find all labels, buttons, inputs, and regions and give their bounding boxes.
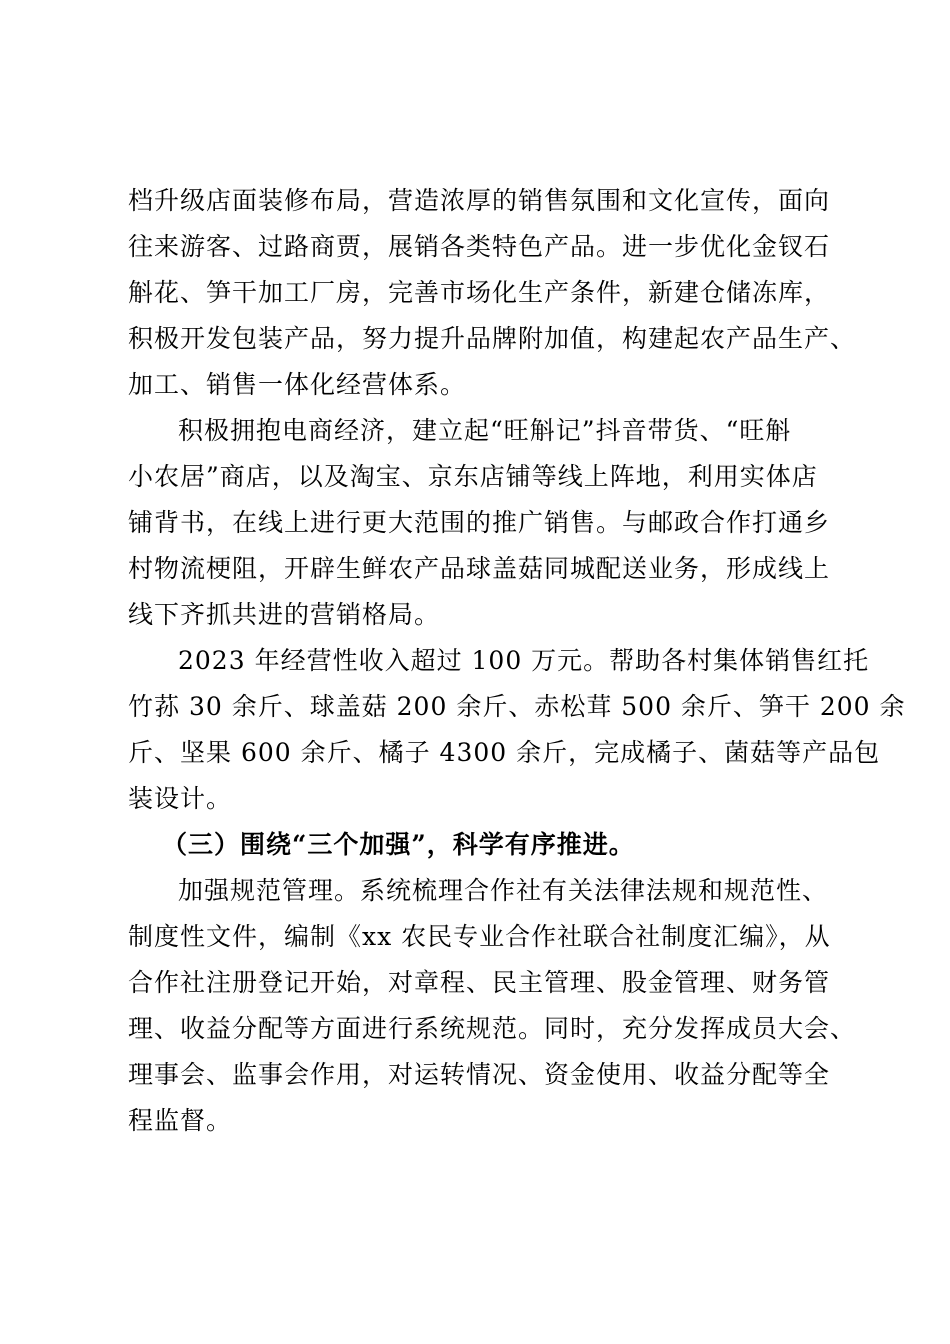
- text-line: 铺背书，在线上进行更大范围的推广销售。与邮政合作打通乡: [128, 508, 831, 537]
- text-line: 装设计。: [128, 784, 233, 813]
- text-line: 斤、坚果 600 余斤、橘子 4300 余斤，完成橘子、菌菇等产品包: [128, 738, 881, 767]
- paragraph-continuation: [128, 178, 857, 408]
- text-line: 加强规范管理。系统梳理合作社有关法律法规和规范性、: [178, 876, 829, 905]
- text-line: 线下齐抓共进的营销格局。: [128, 600, 441, 629]
- document-body: [128, 178, 906, 1144]
- text-line: 理、收益分配等方面进行系统规范。同时，充分发挥成员大会、: [128, 1014, 857, 1043]
- text-line: 档升级店面装修布局，营造浓厚的销售氛围和文化宣传，面向: [128, 186, 831, 215]
- paragraph-ecommerce: [128, 408, 832, 638]
- text-line: 2023 年经营性收入超过 100 万元。帮助各村集体销售红托: [178, 646, 870, 675]
- section-heading: [128, 822, 832, 868]
- text-line: 理事会、监事会作用，对运转情况、资金使用、收益分配等全: [128, 1060, 831, 1089]
- text-line: 竹荪 30 余斤、球盖菇 200 余斤、赤松茸 500 余斤、笋干 200 余: [128, 692, 906, 721]
- text-line: 小农居”商店，以及淘宝、京东店铺等线上阵地，利用实体店: [128, 462, 818, 491]
- text-line: 往来游客、过路商贾，展销各类特色产品。进一步优化金钗石: [128, 232, 831, 261]
- paragraph-management: [128, 868, 857, 1144]
- text-line: 积极拥抱电商经济，建立起“旺斛记”抖音带货、“旺斛: [178, 416, 792, 445]
- text-line: 程监督。: [128, 1106, 233, 1135]
- text-line: 制度性文件，编制《xx 农民专业合作社联合社制度汇编》，从: [128, 922, 831, 951]
- text-line: 加工、销售一体化经营体系。: [128, 370, 467, 399]
- text-line: 村物流梗阻，开辟生鲜农产品球盖菇同城配送业务，形成线上: [128, 554, 831, 583]
- text-line: 积极开发包装产品，努力提升品牌附加值，构建起农产品生产、: [128, 324, 857, 353]
- text-line: 合作社注册登记开始，对章程、民主管理、股金管理、财务管: [128, 968, 831, 997]
- text-line: 斛花、笋干加工厂房，完善市场化生产条件，新建仓储冻库，: [128, 278, 831, 307]
- heading-text: （三）围绕“三个加强”，科学有序推进。: [162, 830, 635, 859]
- paragraph-income: [128, 638, 906, 822]
